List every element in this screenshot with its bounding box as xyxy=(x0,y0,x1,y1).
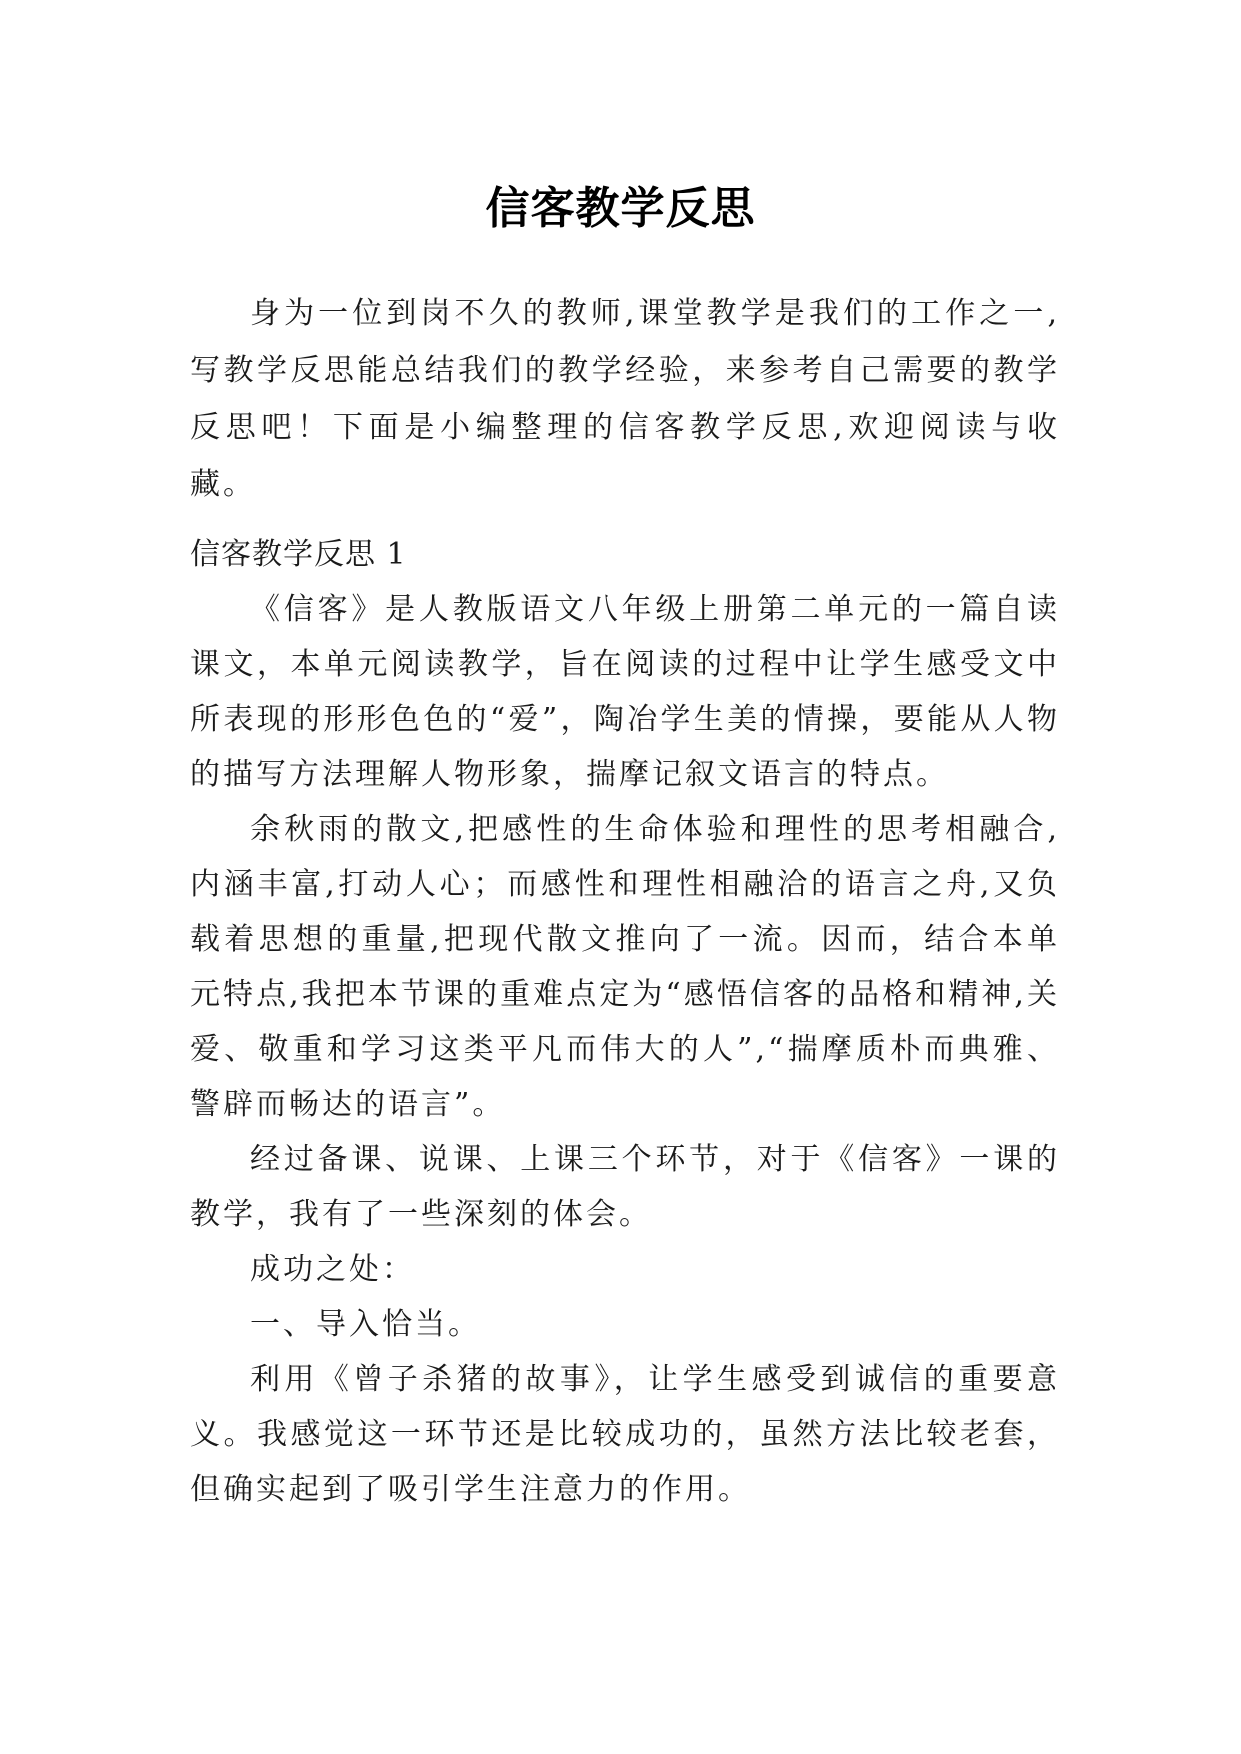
section-1 xyxy=(190,527,1060,1517)
paragraph-3: 经过备课、说课、上课三个环节，对于《信客》一课的教学，我有了一些深刻的体会。 xyxy=(190,1142,1060,1232)
intro-block xyxy=(190,285,1060,513)
paragraph-5: 一、导入恰当。 xyxy=(250,1307,481,1342)
intro-paragraph: 身为一位到岗不久的教师,课堂教学是我们的工作之一,写教学反思能总结我们的教学经验，来参考自己需要的教学反思吧！下面是小编整理的信客教学反思,欢迎阅读与收藏。 xyxy=(190,296,1060,502)
paragraph-2: 余秋雨的散文,把感性的生命体验和理性的思考相融合,内涵丰富,打动人心；而感性和理性相融洽的语言之舟,又负载着思想的重量,把现代散文推向了一流。因而，结合本单元特点,我把本节课的重难点定为“感悟信客的品格和精神,关爱、敬重和学习这类平凡而伟大的人”,“揣摩质朴而典雅、警辟而畅达的语言”。 xyxy=(190,812,1060,1122)
paragraph-6: 利用《曾子杀猪的故事》，让学生感受到诚信的重要意义。我感觉这一环节还是比较成功的，虽然方法比较老套，但确实起到了吸引学生注意力的作用。 xyxy=(190,1362,1060,1507)
paragraph-1: 《信客》是人教版语文八年级上册第二单元的一篇自读课文，本单元阅读教学，旨在阅读的过程中让学生感受文中所表现的形形色色的“爱”，陶冶学生美的情操，要能从人物的描写方法理解人物形象，揣摩记叙文语言的特点。 xyxy=(190,592,1060,792)
document-title: 信客教学反思 xyxy=(485,183,756,235)
section-heading: 信客教学反思 1 xyxy=(190,537,407,572)
paragraph-4: 成功之处： xyxy=(250,1252,415,1287)
